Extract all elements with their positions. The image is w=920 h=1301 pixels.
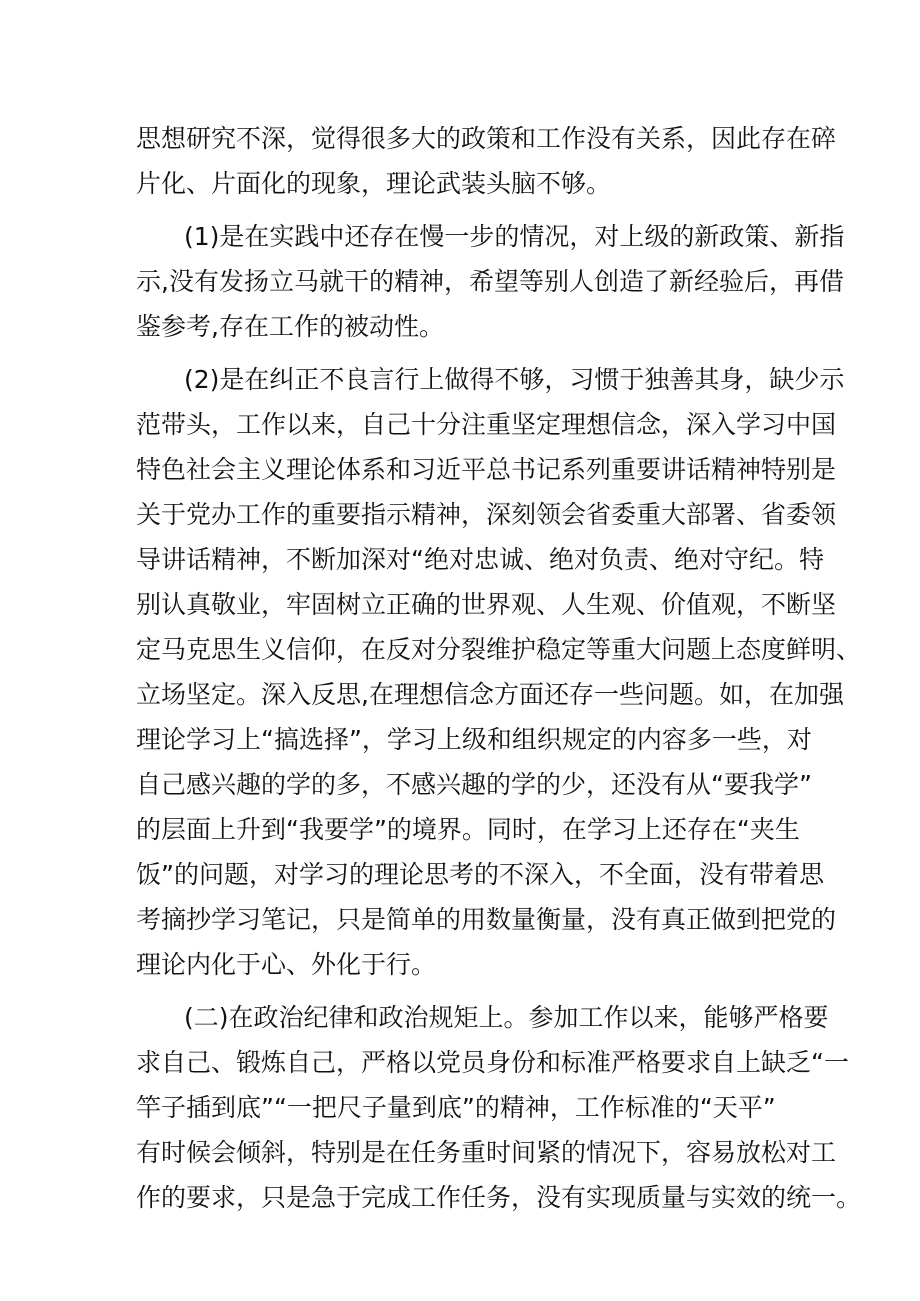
text-line: 导讲话精神，不断加深对“绝对忠诚、绝对负责、绝对守纪。特 (136, 545, 824, 574)
text-line: (2)是在纠正不良言行上做得不够，习惯于独善其身，缺少示 (184, 365, 845, 394)
text-line: 范带头，工作以来，自己十分注重坚定理想信念，深入学习中国 (136, 410, 837, 439)
text-line: 示,没有发扬立马就干的精神，希望等别人创造了新经验后，再借 (136, 267, 844, 296)
text-line: 竿子插到底”“一把尺子量到底”的精神，工作标准的“天平” (136, 1093, 776, 1122)
text-line: 饭”的问题，对学习的理论思考的不深入，不全面，没有带着思 (136, 860, 824, 889)
text-line: 理论内化于心、外化于行。 (136, 950, 437, 979)
text-line: 理论学习上“搞选择”，学习上级和组织规定的内容多一些，对 (136, 725, 812, 754)
text-line: (二)在政治纪律和政治规矩上。参加工作以来，能够严格要 (184, 1003, 829, 1032)
text-line: 的层面上升到“我要学”的境界。同时，在学习上还存在“夹生 (136, 815, 800, 844)
text-line: 定马克思生义信仰，在反对分裂维护稳定等重大问题上态度鲜明、 (136, 635, 862, 664)
text-line: 自己感兴趣的学的多，不感兴趣的学的少，还没有从“要我学” (136, 770, 812, 799)
text-line: 作的要求，只是急于完成工作任务，没有实现质量与实效的统一。 (136, 1183, 862, 1212)
text-line: 思想研究不深，觉得很多大的政策和工作没有关系，因此存在碎 (136, 124, 837, 153)
text-line: 鉴参考,存在工作的被动性。 (136, 312, 444, 341)
text-line: 别认真敬业，牢固树立正确的世界观、人生观、价值观，不断坚 (136, 590, 837, 619)
text-line: 片化、片面化的现象，理论武装头脑不够。 (136, 169, 612, 198)
paragraph-section-political-discipline (136, 995, 862, 1220)
text-line: (1)是在实践中还存在慢一步的情况，对上级的新政策、新指 (184, 222, 845, 251)
text-line: 特色社会主义理论体系和习近平总书记系列重要讲话精神特别是 (136, 455, 837, 484)
text-line: 立场坚定。深入反思,在理想信念方面还存一些问题。如，在加强 (136, 680, 844, 709)
paragraph-item-1 (136, 214, 845, 349)
text-line: 考摘抄学习笔记，只是简单的用数量衡量，没有真正做到把党的 (136, 905, 837, 934)
paragraph-item-2 (136, 357, 862, 987)
paragraph-continuation (136, 116, 837, 206)
text-line: 关于党办工作的重要指示精神，深刻领会省委重大部署、省委领 (136, 500, 837, 529)
document-body (136, 116, 862, 1220)
text-line: 有时候会倾斜，特别是在任务重时间紧的情况下，容易放松对工 (136, 1138, 837, 1167)
text-line: 求自己、锻炼自己，严格以党员身份和标准严格要求自上缺乏“一 (136, 1048, 849, 1077)
